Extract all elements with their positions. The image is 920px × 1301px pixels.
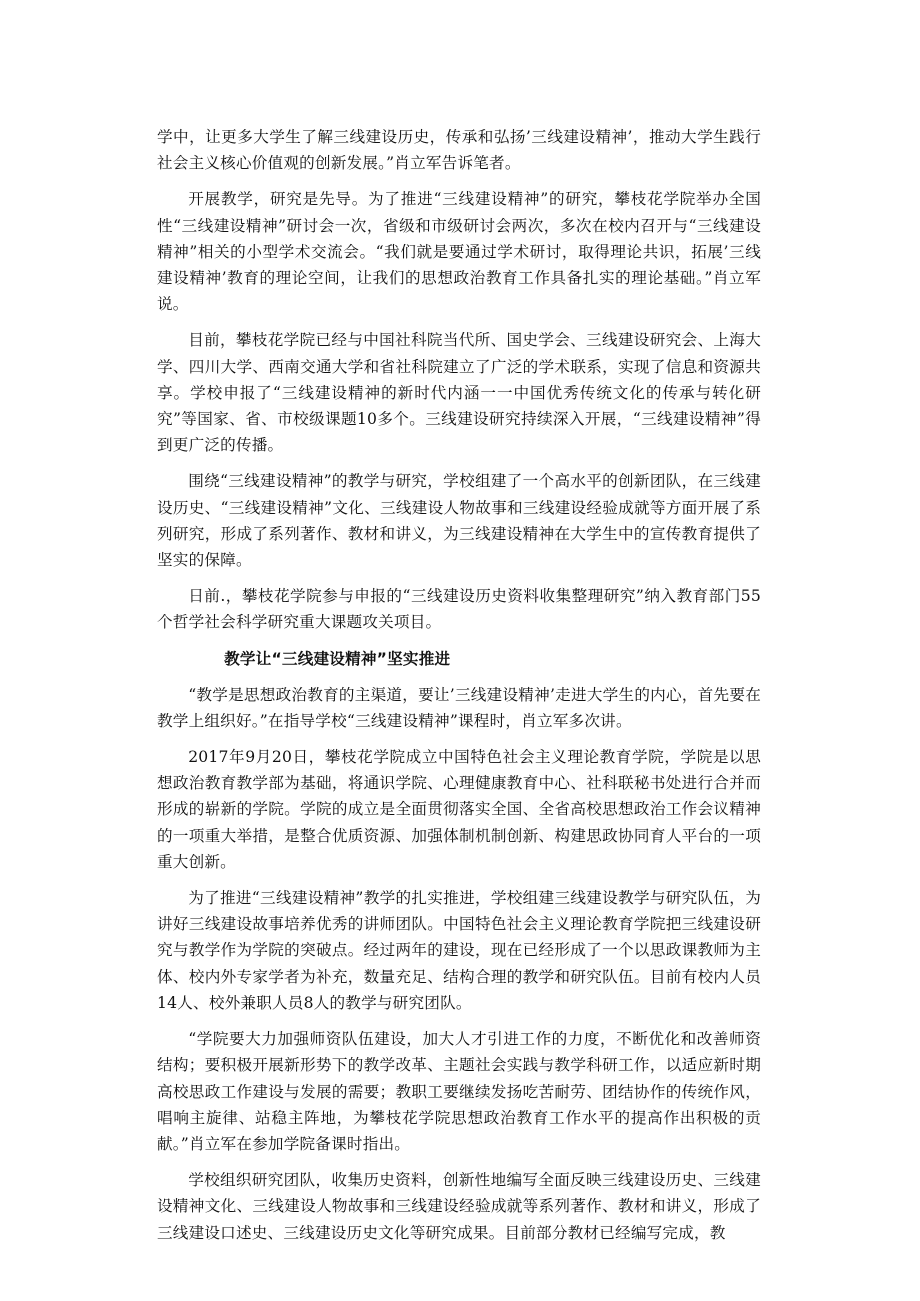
- paragraph-research-results: 学校组织研究团队，收集历史资料，创新性地编写全面反映三线建设历史、三线建设精神文化、三线建设人物故事和三线建设经验成就等系列著作、教材和讲义，形成了三线建设口述史、三线建设历史文化等研究成果。目前部分教材已经编写完成，教: [157, 1171, 761, 1242]
- paragraph-teaching-team: 为了推进“三线建设精神”教学的扎实推进，学校组建三线建设教学与研究队伍，为讲好三线建设故事培养优秀的讲师团队。中国特色社会主义理论教育学院把三线建设研究与教学作为学院的突破点。经过两年的建设，现在已经形成了一个以思政课教师为主体、校内外专家学者为补充，数量充足、结构合理的教学和研究队伍。目前有校内人员14人、校外兼职人员8人的教学与研究团队。: [157, 889, 761, 1012]
- paragraph-faculty-quote: “学院要大力加强师资队伍建设，加大人才引进工作的力度，不断优化和改善师资结构；要积极开展新形势下的教学改革、主题社会实践与教学科研工作，以适应新时期高校思政工作建设与发展的需要；教职工要继续发扬吃苦耐劳、团结协作的传统作风，唱响主旋律、站稳主阵地，为攀枝花学院思想政治教育工作水平的提高作出积极的贡献。”肖立军在参加学院备课时指出。: [157, 1030, 761, 1153]
- paragraph-continuation: 学中，让更多大学生了解三线建设历史，传承和弘扬’三线建设精神’，推动大学生践行社会主义核心价值观的创新发展。”肖立军告诉笔者。: [157, 128, 761, 173]
- paragraph-major-project: 日前.，攀枝花学院参与申报的“三线建设历史资料收集整理研究”纳入教育部门55个哲学社会科学研究重大课题攻关项目。: [157, 587, 761, 632]
- paragraph-research-guidance: 开展教学，研究是先导。为了推进“三线建设精神”的研究，攀枝花学院举办全国性“三线建设精神”研讨会一次，省级和市级研讨会两次，多次在校内召开与“三线建设精神”相关的小型学术交流会。“我们就是要通过学术研讨，取得理论共识，拓展’三线建设精神’教育的理论空间，让我们的思想政治教育工作具备扎实的理论基础。”肖立军说。: [157, 190, 761, 314]
- section-heading: 教学让“三线建设精神”坚实推进: [224, 649, 451, 668]
- paragraph-teaching-channel: “教学是思想政治教育的主渠道，要让’三线建设精神’走进大学生的内心，首先要在教学上组织好。”在指导学校“三线建设精神”课程时，肖立军多次讲。: [157, 685, 761, 730]
- paragraph-college-founding: 2017年9月20日，攀枝花学院成立中国特色社会主义理论教育学院，学院是以思想政治教育教学部为基础，将通识学院、心理健康教育中心、社科联秘书处进行合并而形成的崭新的学院。学院的成立是全面贯彻落实全国、全省高校思想政治工作会议精神的一项重大举措，是整合优质资源、加强体制机制创新、构建思政协同育人平台的一项重大创新。: [157, 748, 761, 871]
- paragraph-academic-links: 目前，攀枝花学院已经与中国社科院当代所、国史学会、三线建设研究会、上海大学、四川大学、西南交通大学和省社科院建立了广泛的学术联系，实现了信息和资源共享。学校申报了“三线建设精神的新时代内涵一一中国优秀传统文化的传承与转化研究”等国家、省、市校级课题10多个。三线建设研究持续深入开展，“三线建设精神”得到更广泛的传播。: [157, 331, 761, 455]
- paragraph-innovation-team: 围绕“三线建设精神”的教学与研究，学校组建了一个高水平的创新团队，在三线建设历史、“三线建设精神”文化、三线建设人物故事和三线建设经验成就等方面开展了系列研究，形成了系列著作、教材和讲义，为三线建设精神在大学生中的宣传教育提供了坚实的保障。: [157, 472, 761, 570]
- document-page: [157, 124, 761, 1256]
